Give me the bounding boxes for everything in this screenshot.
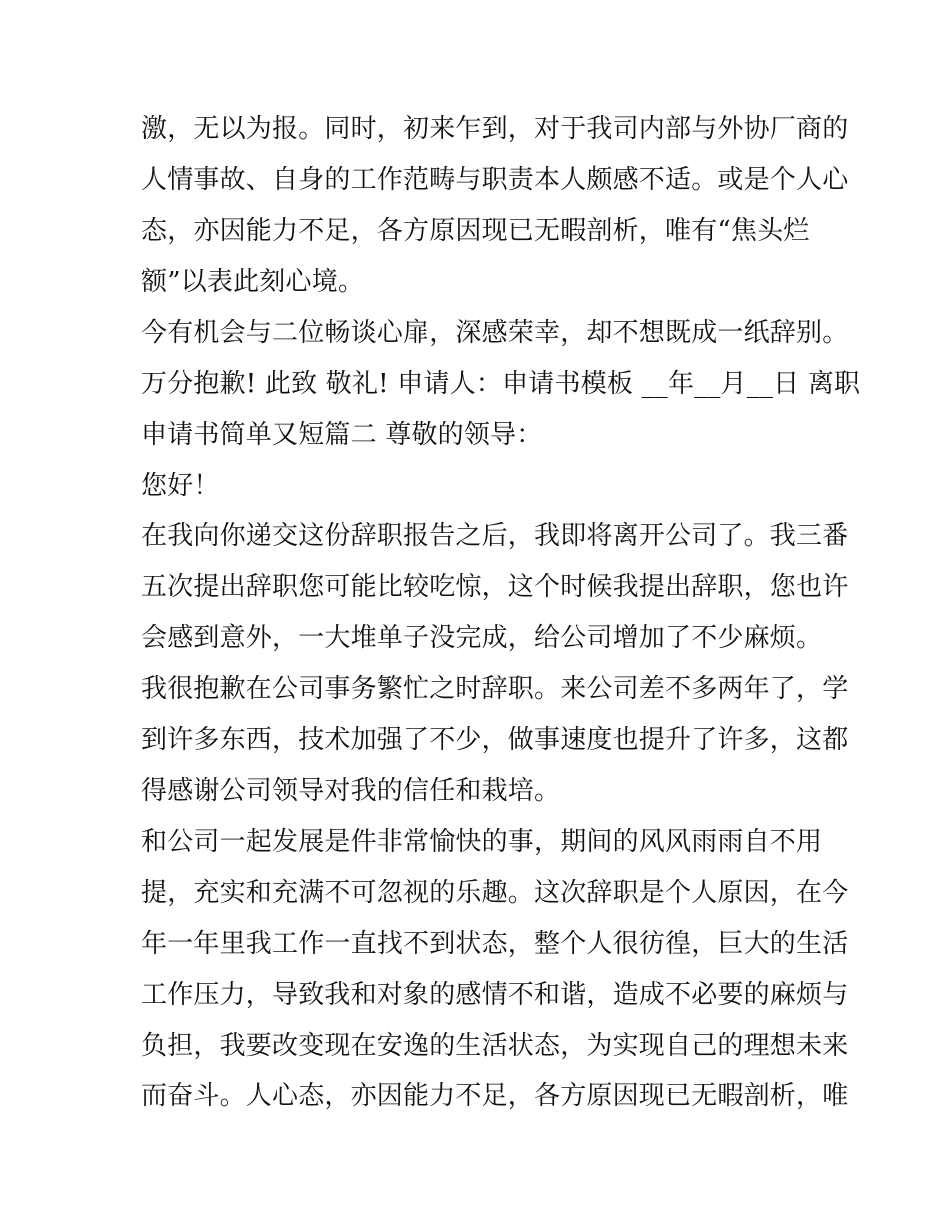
text-line: 万分抱歉! 此致 敬礼! 申请人：申请书模板 __年__月__日 离职 [141, 369, 861, 399]
text-line: 提，充实和充满不可忽视的乐趣。这次辞职是个人原因，在今 [141, 878, 849, 908]
text-line: 我很抱歉在公司事务繁忙之时辞职。来公司差不多两年了，学 [141, 674, 849, 704]
text-line: 得感谢公司领导对我的信任和栽培。 [141, 776, 561, 806]
text-line: 在我向你递交这份辞职报告之后，我即将离开公司了。我三番 [141, 521, 849, 551]
text-line: 激，无以为报。同时，初来乍到，对于我司内部与外协厂商的 [141, 114, 849, 144]
text-line: 您好！ [141, 471, 220, 501]
text-line: 今有机会与二位畅谈心扉，深感荣幸，却不想既成一纸辞别。 [141, 318, 849, 348]
text-line: 额”以表此刻心境。 [141, 267, 365, 297]
text-line: 态，亦因能力不足，各方原因现已无暇剖析，唯有“焦头烂 [141, 216, 810, 246]
text-line: 到许多东西，技术加强了不少，做事速度也提升了许多，这都 [141, 725, 849, 755]
text-line: 会感到意外，一大堆单子没完成，给公司增加了不少麻烦。 [141, 623, 823, 653]
text-line: 工作压力，导致我和对象的感情不和谐，造成不必要的麻烦与 [141, 980, 849, 1010]
text-line: 申请书简单又短篇二 尊敬的领导： [141, 420, 543, 450]
text-line: 年一年里我工作一直找不到状态，整个人很彷徨，巨大的生活 [141, 929, 849, 959]
text-line: 人情事故、自身的工作范畴与职责本人颇感不适。或是个人心 [141, 165, 849, 195]
text-line: 而奋斗。人心态，亦因能力不足，各方原因现已无暇剖析，唯 [141, 1081, 849, 1111]
text-line: 负担，我要改变现在安逸的生活状态，为实现自己的理想未来 [141, 1031, 849, 1061]
text-line: 和公司一起发展是件非常愉快的事，期间的风风雨雨自不用 [141, 827, 823, 857]
text-line: 五次提出辞职您可能比较吃惊，这个时候我提出辞职，您也许 [141, 572, 849, 602]
